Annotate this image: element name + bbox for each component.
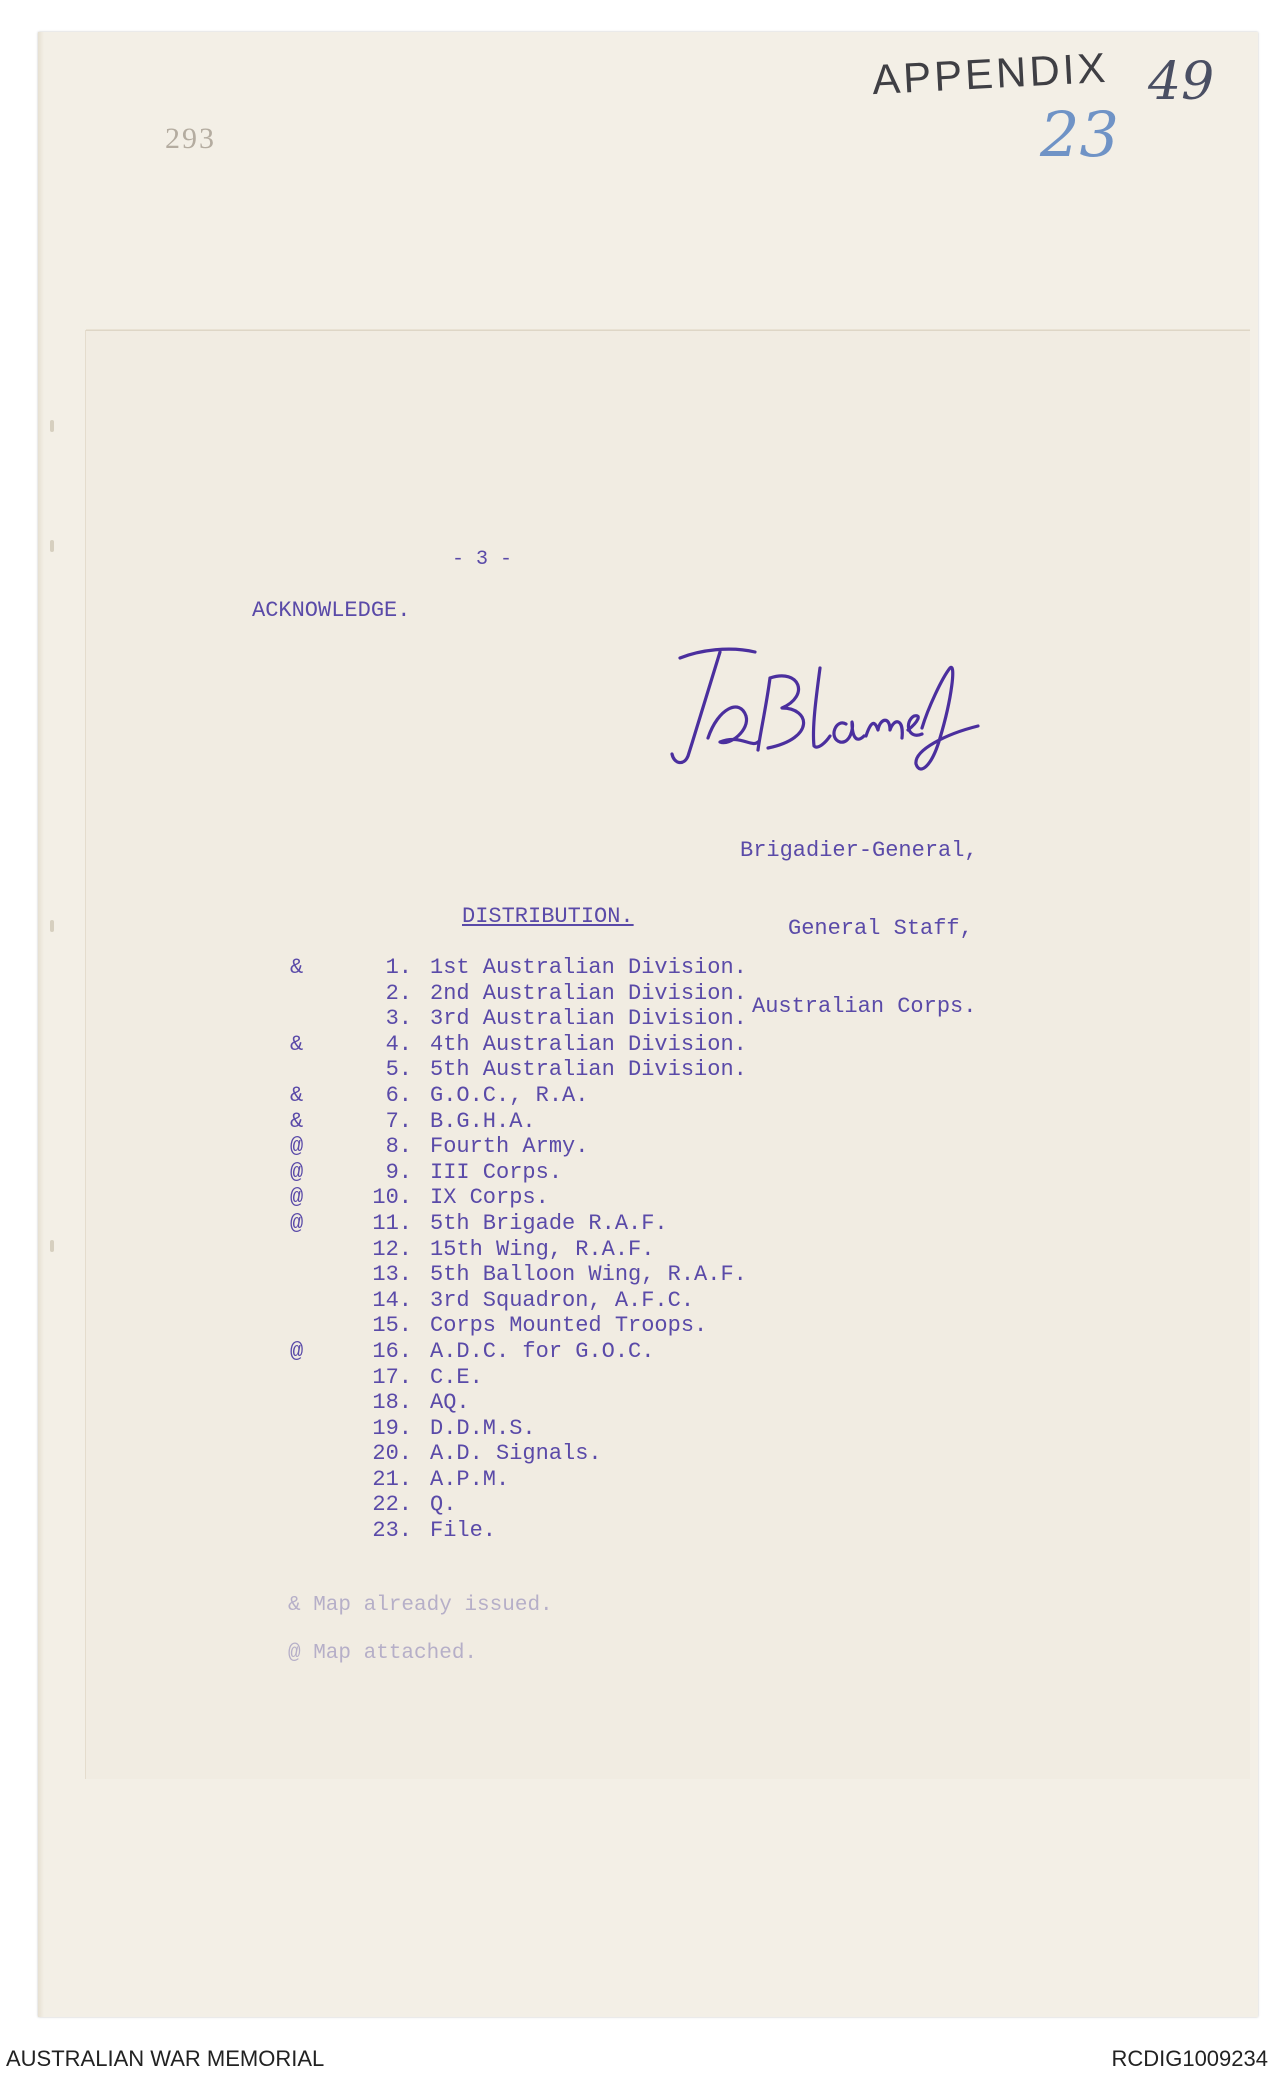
distribution-destination: Q. [430, 1492, 457, 1518]
binding-hole-mark [50, 1240, 54, 1252]
page-edge-shadow [38, 32, 44, 2017]
distribution-number: 4. [385, 1031, 412, 1057]
distribution-number: 9. [385, 1159, 412, 1185]
distribution-number: 6. [385, 1082, 412, 1108]
distribution-destination: 3rd Australian Division. [430, 1006, 747, 1032]
handwritten-appendix-number: 23 [1040, 98, 1119, 171]
distribution-mark: @ [290, 1159, 304, 1185]
acknowledge-line: ACKNOWLEDGE. [252, 598, 411, 623]
distribution-heading: DISTRIBUTION. [462, 904, 634, 929]
distribution-number: 3. [385, 1006, 412, 1032]
distribution-number: 13. [372, 1262, 412, 1288]
distribution-mark: & [290, 1082, 304, 1108]
distribution-number: 11. [372, 1210, 412, 1236]
signatory-rank: Brigadier-General, [740, 838, 978, 863]
distribution-number: 16. [372, 1338, 412, 1364]
binding-hole-mark [50, 920, 54, 932]
distribution-number: 17. [372, 1364, 412, 1390]
distribution-destination: 1st Australian Division. [430, 955, 747, 980]
handwritten-number: 49 [1148, 52, 1215, 112]
footer-record-id: RCDIG1009234 [1111, 2046, 1268, 2071]
distribution-number: 8. [385, 1134, 412, 1160]
distribution-mark: @ [290, 1134, 304, 1160]
distribution-number: 22. [372, 1492, 412, 1518]
distribution-destination: 5th Balloon Wing, R.A.F. [430, 1262, 747, 1288]
distribution-destination: AQ. [430, 1390, 470, 1416]
distribution-destination: B.G.H.A. [430, 1108, 536, 1134]
distribution-number: 5. [385, 1057, 412, 1083]
distribution-number: 2. [385, 980, 412, 1006]
distribution-destination: III Corps. [430, 1159, 563, 1185]
distribution-destination: 5th Australian Division. [430, 1057, 747, 1083]
distribution-number: 10. [372, 1185, 412, 1211]
distribution-mark: @ [290, 1338, 304, 1364]
distribution-destination: A.D.C. for G.O.C. [430, 1338, 655, 1364]
footer-archive-label: AUSTRALIAN WAR MEMORIAL [6, 2046, 325, 2071]
binding-hole-mark [50, 420, 54, 432]
distribution-number: 1. [385, 955, 412, 980]
distribution-destination: Corps Mounted Troops. [430, 1313, 708, 1339]
distribution-destination: A.D. Signals. [430, 1441, 602, 1467]
distribution-destination: D.D.M.S. [430, 1415, 536, 1441]
signature [660, 638, 990, 778]
distribution-number: 23. [372, 1518, 412, 1544]
distribution-number: 15. [372, 1313, 412, 1339]
distribution-mark: @ [290, 1185, 304, 1211]
signatory-staff: General Staff, [788, 916, 973, 941]
distribution-destination: 4th Australian Division. [430, 1031, 747, 1057]
distribution-number: 12. [372, 1236, 412, 1262]
distribution-destination: 2nd Australian Division. [430, 980, 747, 1006]
binding-hole-mark [50, 540, 54, 552]
note-map-attached: @ Map attached. [288, 1642, 478, 1665]
distribution-number: 7. [385, 1108, 412, 1134]
note-map-issued: & Map already issued. [288, 1594, 553, 1617]
signatory-corps: Australian Corps. [752, 994, 977, 1019]
distribution-mark: & [290, 1108, 304, 1134]
distribution-mark: & [290, 955, 304, 980]
distribution-destination: 15th Wing, R.A.F. [430, 1236, 655, 1262]
signatory-block [740, 786, 978, 1046]
distribution-mark: & [290, 1031, 304, 1057]
folio-number: 293 [165, 122, 216, 155]
distribution-destination: G.O.C., R.A. [430, 1082, 589, 1108]
distribution-destination: 3rd Squadron, A.F.C. [430, 1287, 695, 1313]
distribution-destination: C.E. [430, 1364, 483, 1390]
distribution-number: 21. [372, 1466, 412, 1492]
distribution-destination: A.P.M. [430, 1466, 510, 1492]
distribution-number: 19. [372, 1415, 412, 1441]
page-number: - 3 - [452, 548, 513, 571]
appendix-stamp: APPENDIX [870, 43, 1110, 104]
distribution-destination: Fourth Army. [430, 1134, 589, 1160]
distribution-number: 18. [372, 1390, 412, 1416]
distribution-mark: @ [290, 1210, 304, 1236]
distribution-number: 14. [372, 1287, 412, 1313]
distribution-number: 20. [372, 1441, 412, 1467]
distribution-destination: 5th Brigade R.A.F. [430, 1210, 668, 1236]
distribution-destination: File. [430, 1518, 497, 1544]
distribution-destination: IX Corps. [430, 1185, 549, 1211]
